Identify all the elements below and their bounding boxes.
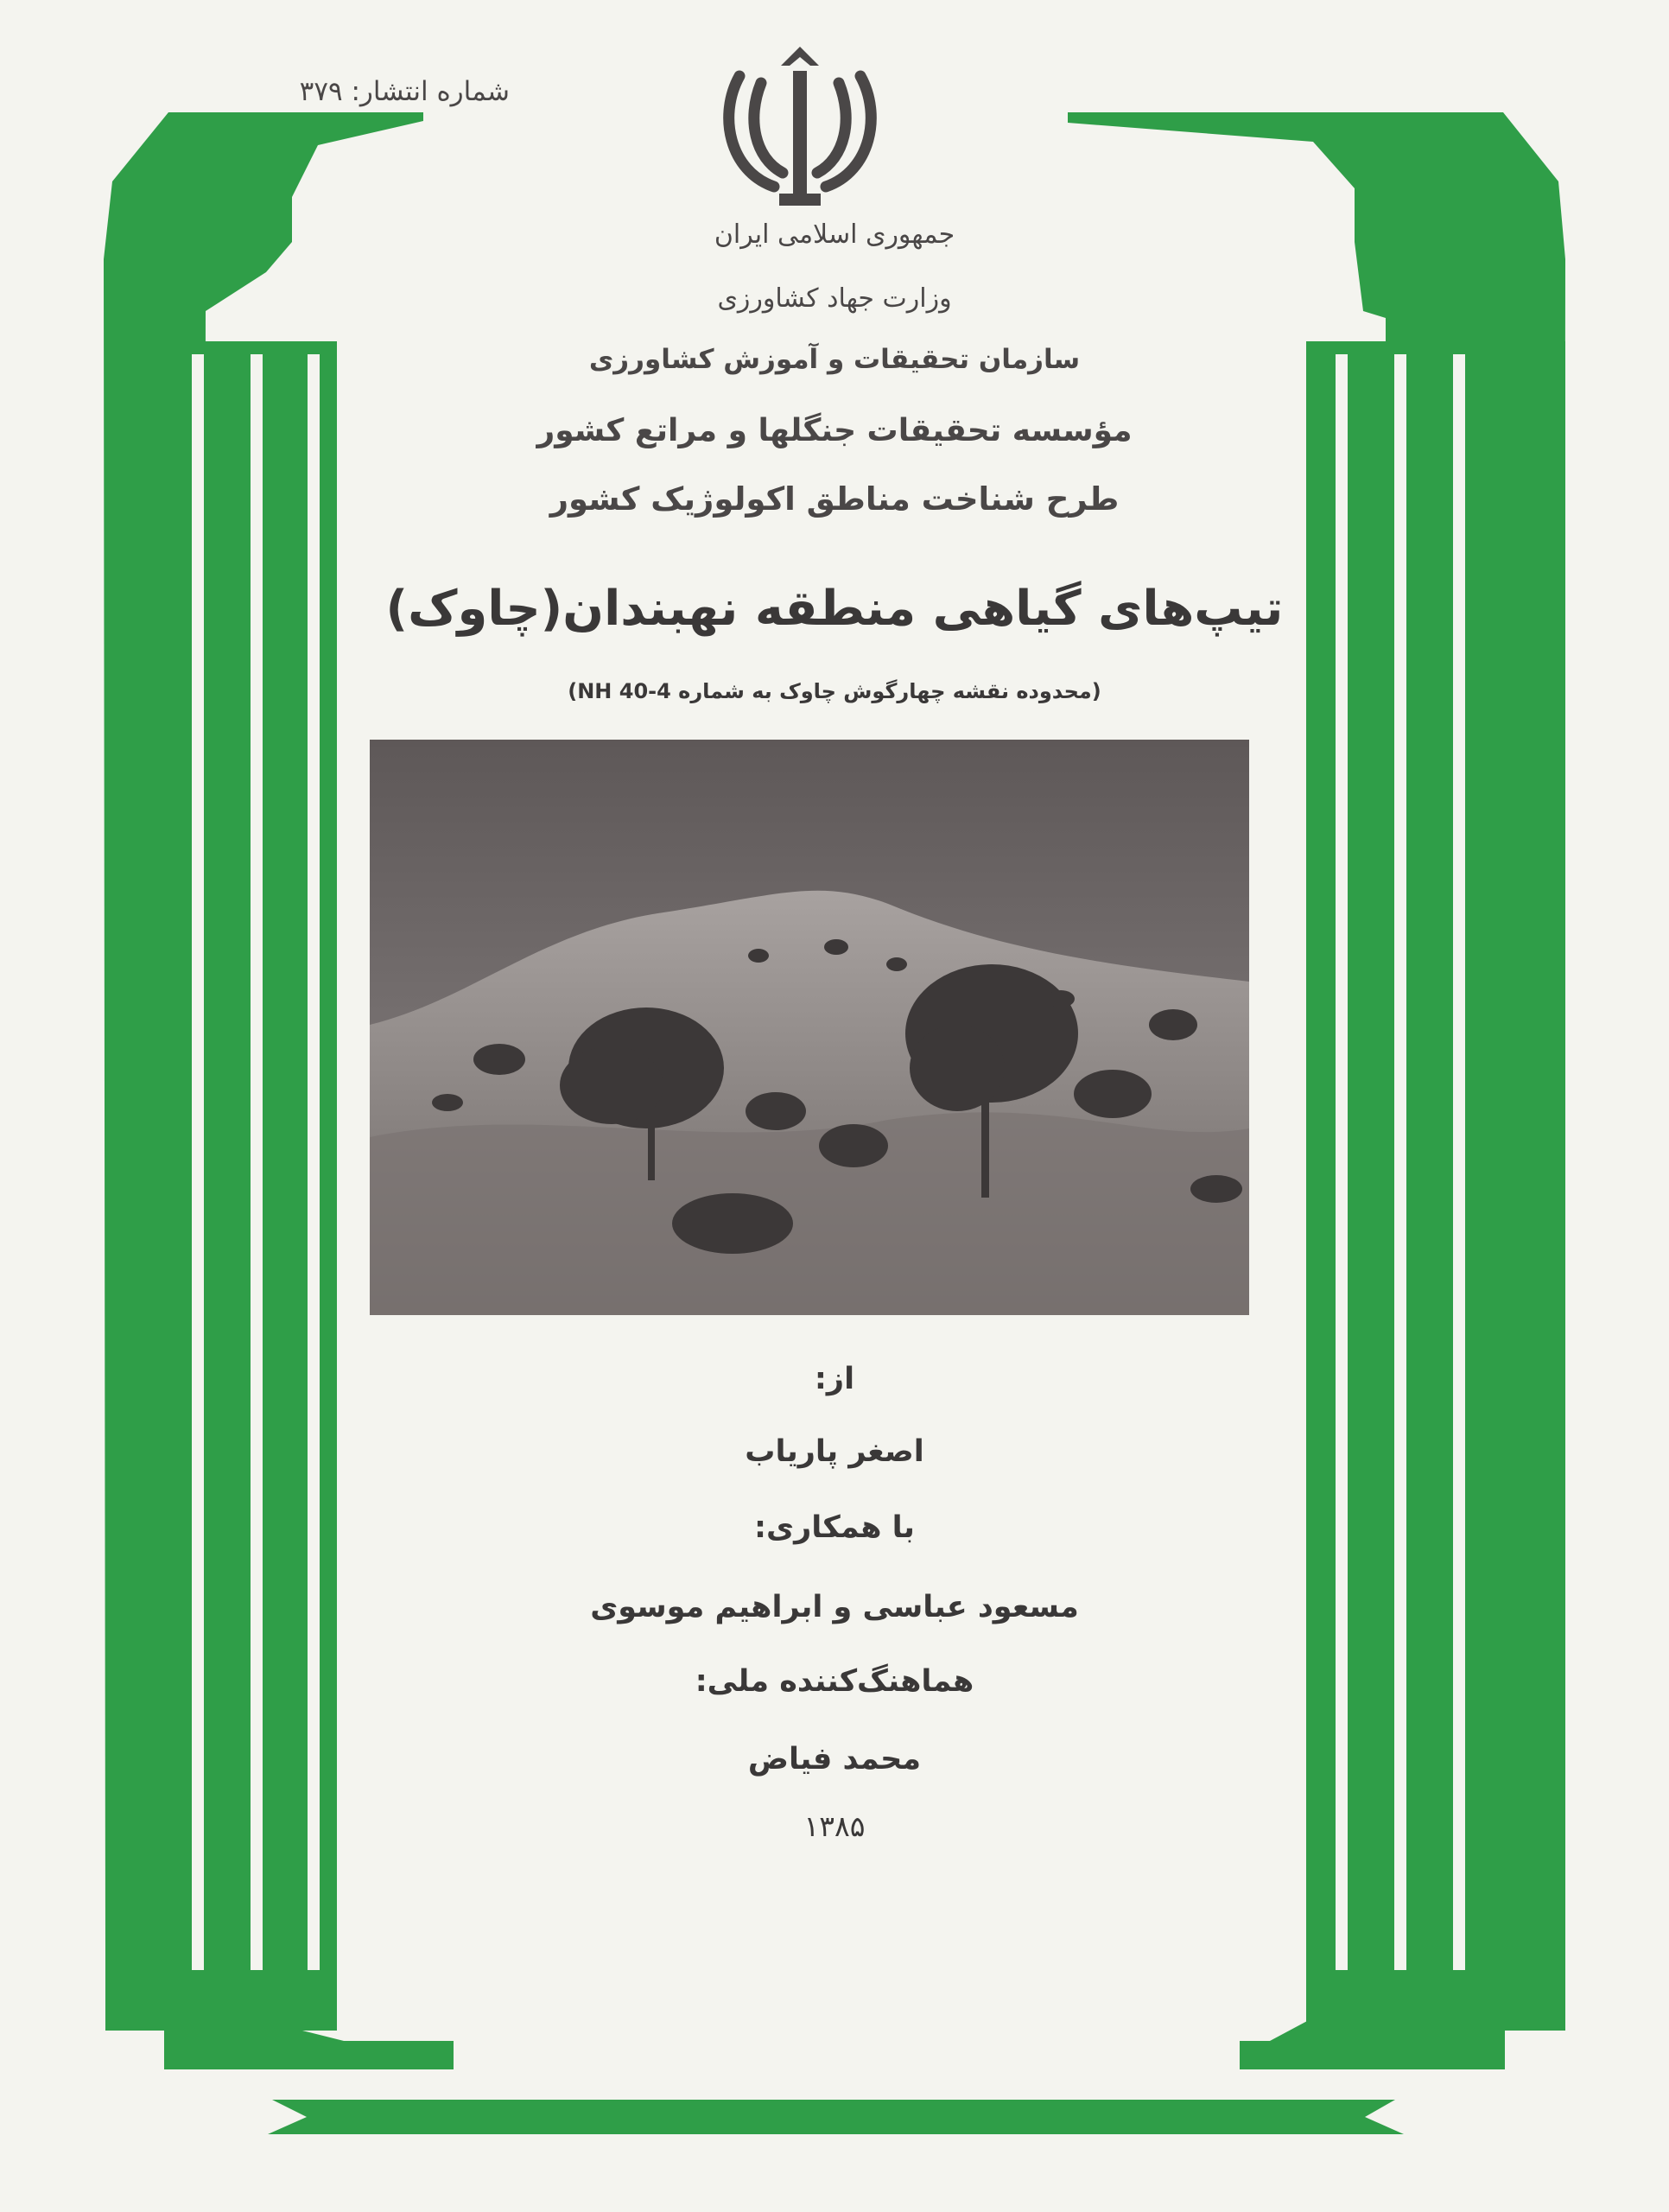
collaboration-label: با همکاری:	[754, 1510, 915, 1545]
coordinator-name: محمد فیاض	[747, 1742, 922, 1777]
publication-year: ۱۳۸۵	[803, 1809, 866, 1843]
header-line-2: وزارت جهاد کشاورزی	[717, 283, 952, 314]
main-title: تیپ‌های گیاهی منطقه نهبندان(چاوک)	[385, 581, 1284, 637]
frame-bottom-band	[268, 2100, 1404, 2134]
publication-number: شماره انتشار: ۳۷۹	[299, 76, 510, 107]
by-label: از:	[814, 1362, 855, 1396]
author-name: اصغر پاریاب	[745, 1434, 924, 1469]
collaborators: مسعود عباسی و ابراهیم موسوی	[590, 1590, 1079, 1624]
coordinator-label: هماهنگ‌کننده ملی:	[695, 1664, 974, 1699]
landscape-photo	[370, 740, 1249, 1315]
header-line-5: طرح شناخت مناطق اکولوژیک کشور	[549, 480, 1120, 518]
subtitle: (محدوده نقشه چهارگوش چاوک به شماره NH 40-4)	[568, 679, 1101, 703]
header-line-1: جمهوری اسلامی ایران	[714, 219, 955, 250]
header-line-3: سازمان تحقیقات و آموزش کشاورزی	[588, 344, 1081, 375]
header-line-4: مؤسسه تحقیقات جنگلها و مراتع کشور	[536, 413, 1133, 448]
iran-emblem-icon	[714, 41, 886, 211]
